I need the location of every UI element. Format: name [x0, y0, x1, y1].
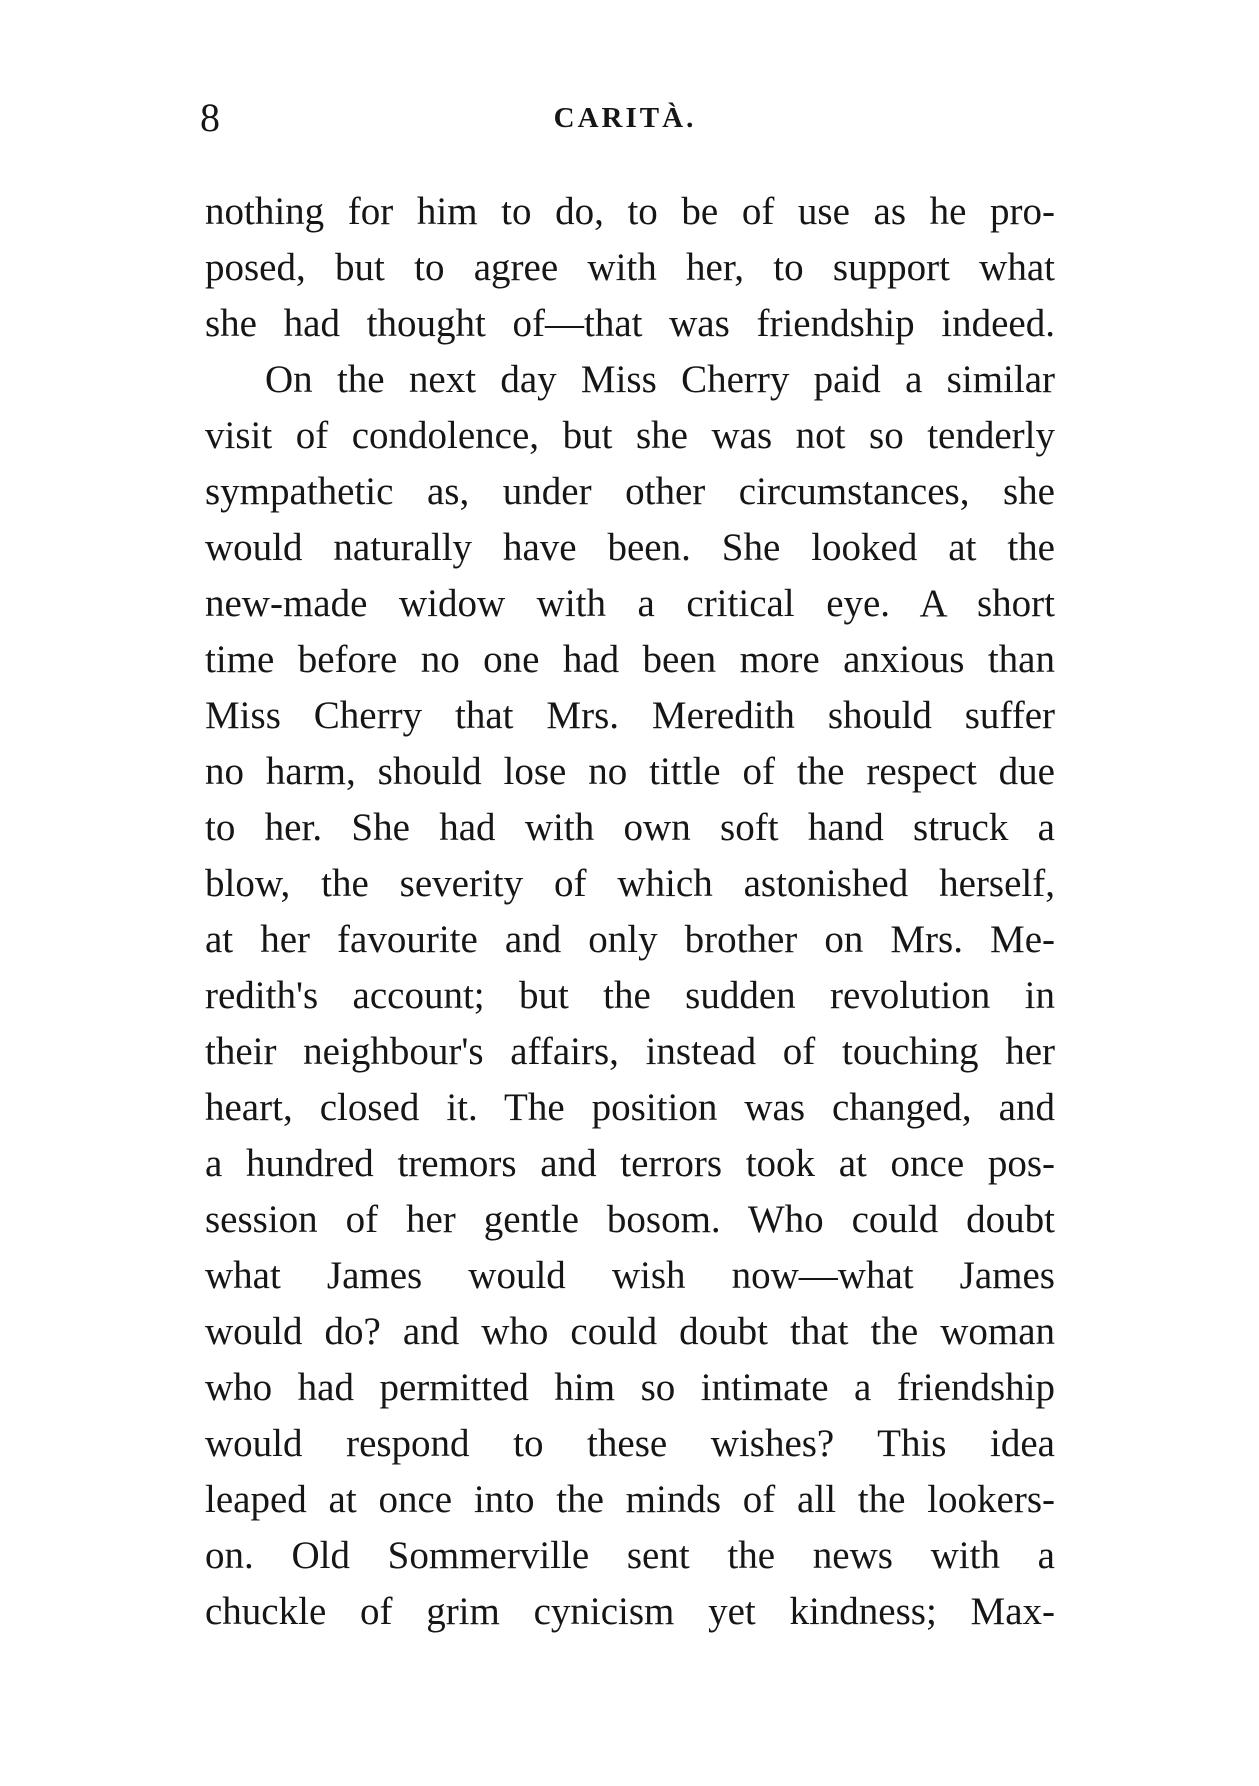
- text-line: would do? and who could doubt that the woman: [205, 1310, 1055, 1353]
- text-line: on. Old Sommerville sent the news with a: [205, 1534, 1055, 1577]
- text-line: no harm, should lose no tittle of the respect due: [205, 750, 1055, 793]
- text-line: visit of condolence, but she was not so tenderly: [205, 414, 1055, 457]
- text-line: what James would wish now—what James: [205, 1254, 1055, 1297]
- text-line: blow, the severity of which astonished herself,: [205, 862, 1055, 905]
- body-text: [205, 184, 1055, 1640]
- text-line: chuckle of grim cynicism yet kindness; Max-: [205, 1590, 1055, 1633]
- text-line: heart, closed it. The position was changed, and: [205, 1086, 1055, 1129]
- text-line: at her favourite and only brother on Mrs. Me-: [205, 918, 1055, 961]
- text-line: On the next day Miss Cherry paid a similar: [265, 358, 1055, 401]
- running-title: CARITÀ.: [553, 102, 697, 134]
- text-line: leaped at once into the minds of all the lookers-: [205, 1478, 1055, 1521]
- text-line: nothing for him to do, to be of use as he pro-: [205, 190, 1055, 233]
- text-line: redith's account; but the sudden revolution in: [205, 974, 1055, 1017]
- page-number: 8: [200, 95, 220, 140]
- running-head: [200, 90, 1050, 146]
- text-line: time before no one had been more anxious than: [205, 638, 1055, 681]
- text-line: Miss Cherry that Mrs. Meredith should suffer: [205, 694, 1055, 737]
- text-line: sympathetic as, under other circumstances, she: [205, 470, 1055, 513]
- text-line: would respond to these wishes? This idea: [205, 1422, 1055, 1465]
- text-line: posed, but to agree with her, to support what: [205, 246, 1055, 289]
- text-line: to her. She had with own soft hand struck a: [205, 806, 1055, 849]
- text-line: new-made widow with a critical eye. A short: [205, 582, 1055, 625]
- text-line: she had thought of—that was friendship indeed.: [205, 302, 1055, 345]
- text-line: would naturally have been. She looked at the: [205, 526, 1055, 569]
- text-line: a hundred tremors and terrors took at once pos-: [205, 1142, 1055, 1185]
- text-line: their neighbour's affairs, instead of touching her: [205, 1030, 1055, 1073]
- text-line: who had permitted him so intimate a friendship: [205, 1366, 1055, 1409]
- text-line: session of her gentle bosom. Who could doubt: [205, 1198, 1055, 1241]
